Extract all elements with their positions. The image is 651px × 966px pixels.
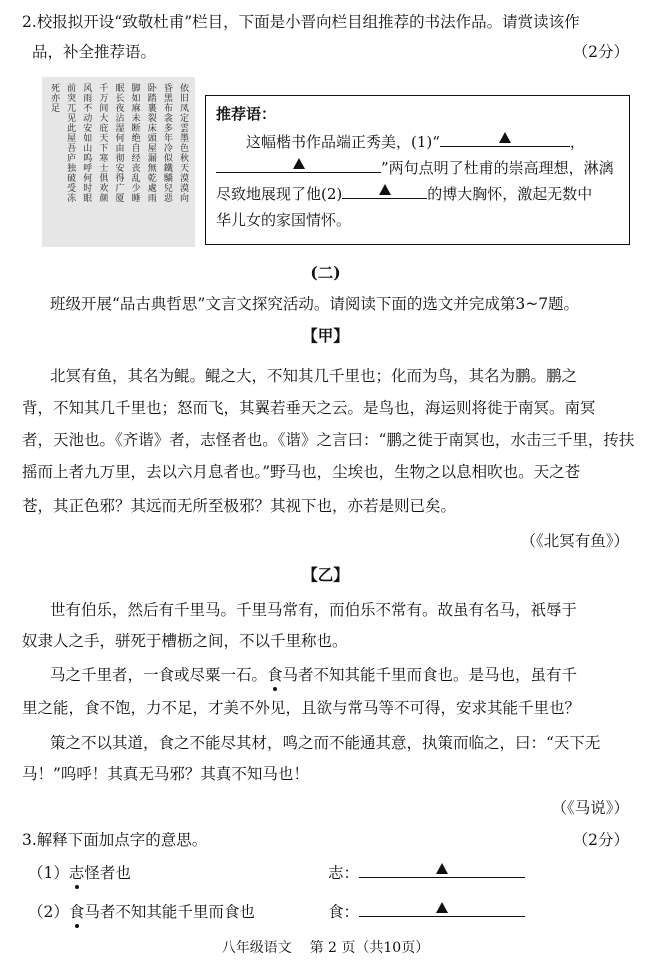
answer-blank-1b[interactable]: [216, 172, 381, 173]
calligraphy-column: 前突兀见此屋吾庐独破受冻: [65, 83, 76, 203]
page-footer: 八年级语文 第 2 页（共10页）: [221, 940, 430, 956]
calligraphy-column: 依旧凤定雲墨色秋天漠漠向: [178, 83, 188, 203]
section-heading: (二): [310, 263, 341, 282]
calligraphy-column: 风雨不动安如山呜呼何时眼: [81, 83, 92, 203]
item-text: 马者不知其能千里而食也: [84, 903, 255, 921]
triangle-icon: [436, 902, 448, 913]
rec-line3-text: 尽致地展现了他(2): [216, 185, 343, 203]
passage-jia-line: 北冥有鱼，其名为鲲。鲲之大，不知其几千里也；化而为鸟，其名为鹏。鹏之: [50, 367, 578, 385]
answer-blank-q3-1[interactable]: [359, 877, 525, 878]
passage-jia-line: 背，不知其几千里也；怒而飞，其翼若垂天之云。是鸟也，海运则将徙于南冥。南冥: [22, 399, 596, 417]
rec-line2-text: ”两句点明了杜甫的崇高理想，淋漓: [381, 159, 614, 177]
calligraphy-column: 昏黑布衾多年冷似鐵驕兒惡: [161, 83, 172, 203]
yi-text: 马者不知其能千里而食也。是马也，虽有千: [282, 666, 578, 684]
q3-answer1: [328, 863, 525, 883]
passage-yi-source: （《马说》）: [551, 799, 629, 817]
rec-line3-end: 的博大胸怀，激起无数中: [427, 185, 593, 203]
calligraphy-column: 卧踏裹裂床頭屋漏無乾處雨: [145, 83, 156, 203]
passage-yi-line: 策之不以其道，食之不能尽其材，鸣之而不能通其意，执策而临之，曰：“天下无: [50, 734, 601, 752]
item-text: 怪者也: [84, 864, 131, 882]
passage-jia-line: 摇而上者九万里，去以六月息者也。”野马也，尘埃也，生物之以息相吹也。天之苍: [22, 463, 581, 481]
calligraphy-column: 千万间大庇天下寒士俱欢颜: [97, 83, 108, 203]
calligraphy-image: [42, 77, 195, 247]
dotted-character: 食: [68, 903, 85, 921]
yi-text: 马之千里者，一食或尽粟一石。: [50, 666, 268, 684]
dotted-character: 食: [267, 666, 283, 684]
answer-label: 食：: [328, 903, 360, 921]
passage-jia-line: 者，天池也。《齐谐》者，志怪者也。《谐》之言曰：“鹏之徙于南冥也，水击三千里，抟扶: [22, 431, 635, 449]
dotted-character: 志: [68, 864, 85, 882]
answer-label: 志：: [328, 864, 360, 882]
recommendation-line3: [216, 184, 592, 204]
answer-blank-q3-2[interactable]: [359, 916, 525, 917]
passage-yi-line: 奴隶人之手，骈死于槽枥之间，不以千里称也。: [22, 632, 348, 650]
passage-yi-line: 世有伯乐，然后有千里马。千里马常有，而伯乐不常有。故虽有名马，祇辱于: [50, 601, 578, 619]
section-intro: 班级开展“品古典哲思”文言文探究活动。请阅读下面的选文并完成第3~7题。: [50, 295, 580, 313]
passage-jia-line: 苍，其正色邪？其远而无所至极邪？其视下也，亦若是则已矣。: [22, 497, 457, 515]
q2-points: （2分）: [572, 43, 629, 61]
item-number: （1）: [28, 864, 69, 882]
passage-yi-heading: 【乙】: [302, 565, 349, 584]
triangle-icon: [436, 863, 448, 874]
passage-yi-line: [50, 665, 629, 685]
rec-line1-end: ，: [569, 133, 585, 151]
passage-jia-source: （《北冥有鱼》）: [520, 532, 629, 550]
recommendation-label: 推荐语：: [216, 105, 277, 123]
recommendation-line4: 华儿女的家国情怀。: [216, 211, 352, 229]
answer-blank-1a[interactable]: [440, 146, 570, 147]
triangle-icon: [379, 184, 391, 195]
q2-stem-line1: 2.校报拟开设“致敬杜甫”栏目，下面是小晋向栏目组推荐的书法作品。请赏读该作: [22, 13, 580, 31]
recommendation-line2: [216, 158, 614, 178]
rec-line1-text: 这幅楷书作品端正秀美，(1)“: [246, 133, 440, 151]
q3-stem: 3.解释下面加点字的意思。: [22, 831, 208, 849]
calligraphy-column: 眠长夜沾湿何由彻安得广厦: [113, 83, 124, 203]
answer-blank-2[interactable]: [342, 198, 427, 199]
triangle-icon: [499, 132, 511, 143]
passage-yi-line: 马！”呜呼！其真无马邪？其真不知马也！: [22, 765, 309, 783]
calligraphy-column: 死亦足: [49, 83, 59, 113]
calligraphy-column: 脚如麻未断绝自经丧乱少睡: [129, 83, 140, 203]
recommendation-line1: [246, 132, 585, 152]
triangle-icon: [293, 158, 305, 169]
recommendation-box: [205, 95, 630, 245]
item-number: （2）: [28, 903, 69, 921]
q2-stem-line2: 品，补全推荐语。: [32, 43, 157, 61]
q3-answer2: [328, 902, 525, 922]
q3-points: （2分）: [572, 831, 629, 849]
passage-yi-line: 里之能，食不饱，力不足，才美不外见，且欲与常马等不可得，安求其能千里也？: [22, 699, 581, 717]
passage-jia-heading: 【甲】: [302, 326, 349, 345]
